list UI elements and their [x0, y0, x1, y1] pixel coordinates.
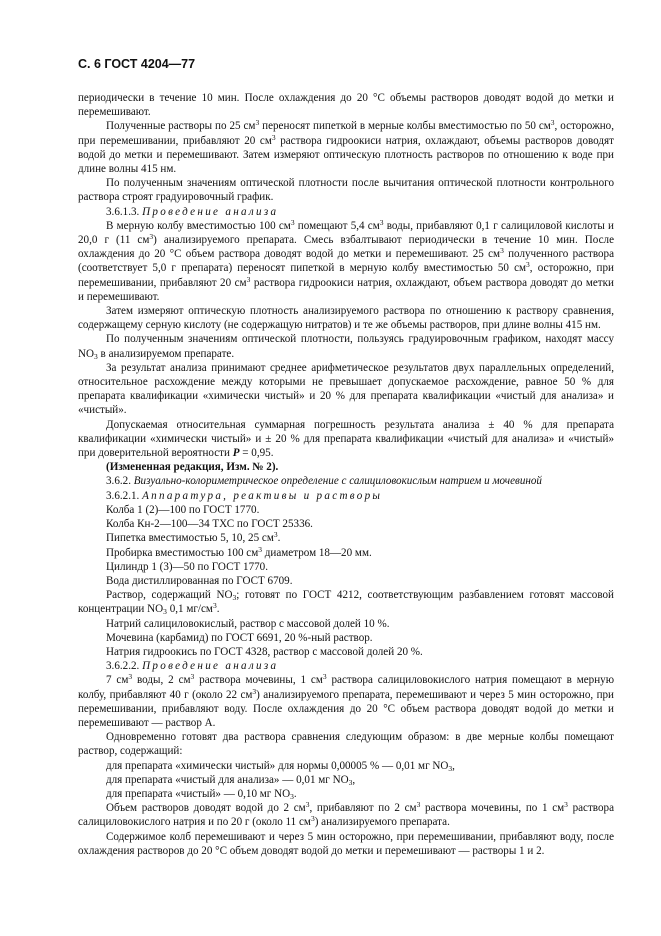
- section-number: 3.6.2.: [106, 475, 131, 488]
- section-title: Визуально-колориметрическое определение с салициловокислым натрием и мочевиной: [133, 475, 542, 488]
- list-item: Пипетка вместимостью 5, 10, 25 $см^3$.: [106, 530, 281, 545]
- list-item: Мочевина (карбамид) по ГОСТ 6691, 20 %-ный раствор.: [106, 631, 373, 644]
- paragraph: периодически в течение 10 мин. После охлаждения до 20 °С объемы растворов доводят водой до метки и перемешивают.: [78, 92, 614, 119]
- paragraph: 7 $см^3$ воды, 2 $см^3$ раствора мочевины, 1 $см^3$ раствора салициловокислого натрия помещают в мерную колбу, прибавляют 40 г (около 22 $см^3$) анализируемого препарата, перемешивают и через 5 мин осторожно, при перемешивании, прибавляют воду. После охлаждения до 20 °С объем раствора доводят водой до метки и перемешивают — раствор А.: [78, 672, 614, 729]
- list-item: Натрия гидроокись по ГОСТ 4328, раствор с массовой долей 20 %.: [106, 645, 423, 658]
- list-item: для препарата «чистый» — 0,10 мг $NO_3$.: [106, 787, 297, 801]
- section-heading: [78, 489, 614, 503]
- section-heading: [78, 205, 614, 219]
- paragraph: Затем измеряют оптическую плотность анализируемого раствора по отношению к раствору сравнения, содержащему серную кислоту (не содержащую нитратов) и те же объемы растворов, при длине волны 415 нм.: [78, 305, 614, 332]
- page-header: С. 6 ГОСТ 4204—77: [78, 57, 196, 71]
- list-item: Цилиндр 1 (3)—50 по ГОСТ 1770.: [106, 560, 268, 573]
- section-heading: [78, 659, 614, 673]
- document-body: [78, 91, 614, 858]
- paragraph: Полученные растворы по 25 $см^3$ переносят пипеткой в мерные колбы вместимостью по 50 $см^3$, осторожно, при перемешивании, прибавляют 20 $см^3$ раствора гидроокиси натрия, охлаждают, объемы растворов доводят водой до метки и перемешивают. Затем измеряют оптическую плотность растворов по отношению к воде при длине волны 415 нм.: [78, 118, 614, 176]
- section-heading: [78, 474, 614, 488]
- paragraph: По полученным значениям оптической плотности после вычитания оптической плотности контрольного раствора строят градуировочный график.: [78, 177, 614, 204]
- list-item: Натрий салициловокислый, раствор с массовой долей 10 %.: [106, 617, 390, 630]
- list-item: Вода дистиллированная по ГОСТ 6709.: [106, 574, 293, 587]
- section-number: 3.6.2.2.: [106, 660, 140, 673]
- paragraph: Одновременно готовят два раствора сравнения следующим образом: в две мерные колбы помещают раствор, содержащий:: [78, 731, 614, 758]
- paragraph: За результат анализа принимают среднее арифметическое результатов двух параллельных определений, относительное расхождение между которыми не превышает допускаемое расхождение, равное 50 % для препарата квалификации «химически чистый» и 20 % для препарата квалификации «чистый для анализа» и «чистый».: [78, 361, 614, 417]
- section-title: Проведение анализа: [142, 205, 279, 218]
- list-item: для препарата «химически чистый» для нормы 0,00005 % — 0,01 мг $NO_3$,: [106, 759, 455, 773]
- paragraph: Раствор, содержащий $NO_3$; готовят по ГОСТ 4212, соответствующим разбавлением готовят массовой концентрации $NO_3$ 0,1 $мг/см^3$.: [78, 589, 614, 617]
- probability-symbol: P: [232, 447, 240, 460]
- section-number: 3.6.1.3.: [106, 205, 140, 218]
- list-item: Колба Кн-2—100—34 ТХС по ГОСТ 25336.: [106, 518, 313, 531]
- paragraph: В мерную колбу вместимостью 100 $см^3$ помещают 5,4 $см^3$ воды, прибавляют 0,1 г салициловой кислоты и 20,0 г (11 $см^3$) анализируемого препарата. Смесь взбалтывают периодически в течение 10 мин. После охлаждения до 20 °С объем раствора доводят водой до метки и перемешивают. 25 $см^3$ полученного раствора (соответствует 5,0 г препарата) переносят пипеткой в мерную колбу вместимостью 50 $см^3$, осторожно, при перемешивании, прибавляют 20 $см^3$ раствора гидроокиси натрия, охлаждают, объем раствора доводят до метки и перемешивают.: [78, 217, 615, 303]
- amendment-note: (Измененная редакция, Изм. № 2).: [106, 461, 279, 474]
- section-title: Проведение анализа: [142, 660, 279, 673]
- paragraph: Объем растворов доводят водой до 2 $см^3$, прибавляют по 2 $см^3$ раствора мочевины, по 1 $см^3$ раствора салициловокислого натрия и по 20 г (около 11 $см^3$) анализируемого препарата.: [78, 800, 614, 829]
- paragraph: Допускаемая относительная суммарная погрешность результата анализа ± 40 % для препарата квалификации «химически чистый» и ± 20 % для препарата квалификации «чистый для анализа» и «чистый» при доверительной вероятности P = 0,95.: [78, 418, 614, 460]
- paragraph: По полученным значениям оптической плотности, пользуясь градуировочным графиком, находят массу $NO_3$ в анализируемом препарате.: [78, 333, 614, 361]
- section-number: 3.6.2.1.: [106, 489, 140, 502]
- list-item: для препарата «чистый для анализа» — 0,01 мг $NO_3$,: [106, 773, 356, 787]
- list-item: Колба 1 (2)—100 по ГОСТ 1770.: [106, 503, 260, 516]
- section-title: Аппаратура, реактивы и растворы: [142, 489, 383, 502]
- list-item: Пробирка вместимостью 100 $см^3$ диаметром 18—20 мм.: [106, 544, 372, 559]
- paragraph: Содержимое колб перемешивают и через 5 мин осторожно, при перемешивании, прибавляют воду, после охлаждения растворов до 20 °С объем доводят водой до метки и перемешивают — растворы 1 и 2.: [78, 830, 614, 857]
